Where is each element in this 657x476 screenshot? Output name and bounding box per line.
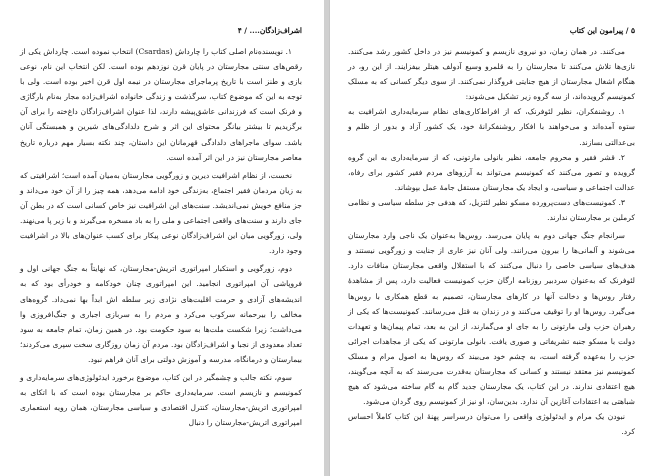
right-page-header — [348, 26, 635, 40]
left-paragraph: ۱. نویسنده‌نام اصلی کتاب را چارداش (Csardas) انتخاب نموده است. چارداش یکی از رقص‌های سنتی مجارستان در پایان قرن نوزدهم بوده است. لکن انتخاب این نام، نوعی بازی و طنز است با تاریخ پرماجرای مجارستان در نیمه اول قرن اخیر بوده است. ولی با توجه به این که موضوع کتاب، سرگذشت و زندگی خانواده اشراف‌زاده مجار به‌نام بارگاژی و فرنک است که فرزندانی عاشق‌پیشه دارند، لذا عنوان اشراف‌زادگان داغ‌خته را برای آن برگزیدیم تا بیشتر بیانگر محتوای این اثر و شرح دلدادگی‌های شیرین و همبستگی آنان باشد. سوای ماجراهای دلدادگی قهرمانان این داستان، چند نکته بسیار مهم درباره تاریخ معاصر مجارستان نیز در این اثر آمده است. — [20, 47, 302, 162]
right-paragraph: ۱. روشنفکران، نظیر لئوفرنک، که از افراط‌کاری‌های نظام سرمایه‌داری اشرافیت به ستوه آمده‌اند و می‌خواهند با افکار روشنفکرانهٔ خود، یک کشور آزاد و بدور از ظلم و بی‌عدالتی بسازند. — [348, 107, 635, 147]
right-page-header-title: ۵ / پیرامون این کتاب — [569, 26, 635, 35]
left-paragraph: دوم، زورگویی و استکبار امپراتوری اتریش-مجارستان، که نهایتاً به جنگ جهانی اول و فروپاشی آن امپراتوری انجامید. این امپراتوری چنان خودکامه و خودرأی بود که به اندیشه‌های آزادی و حرمت اقلیت‌های نژادی زیر سلطه اش ابداً بها نمی‌داد. گروه‌های مخالف را بیرحمانه سرکوب می‌کرد و مردم را به سربازی اجباری و جنگ‌افروزی وا می‌داشت؛ زیرا شکست ملت‌ها به سود حکومت بود. در همین زمان، تمام جامعه به سود تعداد معدودی از نجبا و اشراف‌زادگان بود. مردم آن زمان روزگاری سخت سپری می‌کردند؛ بیمارستان و درمانگاه، مدرسه و آموزش دولتی برای آنان فراهم نبود. — [20, 264, 302, 364]
right-page-body — [348, 44, 635, 439]
left-paragraph: سوم، نکته جالب و چشمگیر در این کتاب، موضوع برخورد ایدئولوژی‌های سرمایه‌داری و کمونیسم و نازیسم است. سرمایه‌داری حاکم بر مجارستان بوده است که با اتکای به امپراتوری اتریش-مجارستان، کنترل اقتصادی و سیاسی مجارستان، همان رویه استعماری امپراتوری اتریش-مجارستان را دنبال — [20, 372, 302, 428]
right-paragraph: می‌کنند. در همان زمان، دو نیروی نازیسم و کمونیسم نیز در داخل کشور رشد می‌کنند. نازی‌ها تلاش می‌کنند تا مجارستان را به قلمرو وسیع آدولف هیتلر بیفزایند. از این رو، در هنگام اشغال مجارستان از هیچ جنایتی فروگذار نمی‌کنند. از سوی دیگر کسانی که به مسلک کمونیسم گرویده‌اند، از سه گروه زیر تشکیل می‌شوند: — [348, 47, 635, 102]
right-page — [330, 0, 657, 476]
left-page-body — [20, 44, 302, 430]
left-paragraph: نخست، از نظام اشرافیت دیرین و زورگویی مجارستان به‌میان آمده است؛ اشرافیتی که به زیان مردمان فقیر اجتماع، به‌زندگی خود ادامه می‌دهد، همه چیز را از آن خود می‌داند و جز منافع خویش نمی‌اندیشد. سنت‌های این اشرافیت نیز خاص کسانی است که در بطن آن جای دارند و سنت‌های واقعی اجتماعی و ملی را به باد مسخره می‌گیرند و با زیر پا می‌نهند. ولی، زورگویی میان این اشراف‌زادگان نوعی پیکار برای کسب عنوان‌های بالا در اشرافیت وجود دارد. — [20, 170, 302, 256]
right-paragraph: سرانجام جنگ جهانی دوم به پایان می‌رسد. روس‌ها به‌عنوان یک ناجی وارد مجارستان می‌شوند و آلمانی‌ها را بیرون می‌رانند. ولی آنان نیز عاری از جنایت و زورگویی نیستند و هدف‌های سیاسی خاصی را دنبال می‌کنند که با استقلال واقعی مجارستان منافات دارد. لئوفرنک که به‌عنوان سردبیر روزنامه ارگان حزب کمونیست فعالیت دارد، پس از مشاهدهٔ رفتار روس‌ها و دخالت آنها در کارهای مجارستان، تصمیم به قطع همکاری با روس‌ها می‌گیرد. روس‌ها او را توقیف می‌کنند و در زندان به قتل می‌رسانند. کمونیست‌ها که یکی از رهبران حزب ولی مارتونی را به جای او می‌گمارند، از این به بعد، تمام پیمان‌ها و تعهدات دولت با مسکو جنبه تشریفاتی و صوری یافت. بانولی مارتونی که یکی از مجاهدات اجرائی حزب را به‌عهده گرفته است، به چشم خود می‌بیند که روس‌ها به اصول مرام و مسلک کمونیسم نیز معتقد نیستند و کسانی که مجارستان به‌قدرت می‌رسند که به آنچه می‌گویند، هیچ اعتقادی ندارند. در این کتاب، یک مجارستان جدید گام به گام ساخته می‌شود که هیچ شباهتی به اعتقادات آغازین آن ندارد. بدین‌سان، او نیز از کمونیسم روی گردان می‌شود. — [348, 231, 635, 407]
left-page-header-title: اشراف‌زادگان.... / ۴ — [237, 26, 302, 35]
left-page — [0, 0, 324, 476]
right-paragraph: ۳. کمونیست‌های دست‌پرورده مسکو نظیر لئتزیل، که هدفی جز سلطه سیاسی و نظامی کرملین بر مجارستان ندارند. — [348, 197, 635, 223]
right-paragraph: نبودن یک مرام و ایدئولوژی واقعی را می‌توان درسراسر پهنهٔ این کتاب کاملاً احساس کرد. — [348, 412, 635, 437]
right-paragraph: ۲. قشر فقیر و محروم جامعه، نظیر بانولی مارتونی، که از سرمایه‌داری به این گروه گرویده و تصور می‌کنند که کمونیسم می‌تواند به آرزوهای مردم فقیر کشور برای رفاه، عدالت اجتماعی و سیاسی، و ایجاد یک مجارستان مستقل جامهٔ عمل بپوشاند. — [348, 152, 635, 192]
left-page-header — [22, 26, 302, 40]
